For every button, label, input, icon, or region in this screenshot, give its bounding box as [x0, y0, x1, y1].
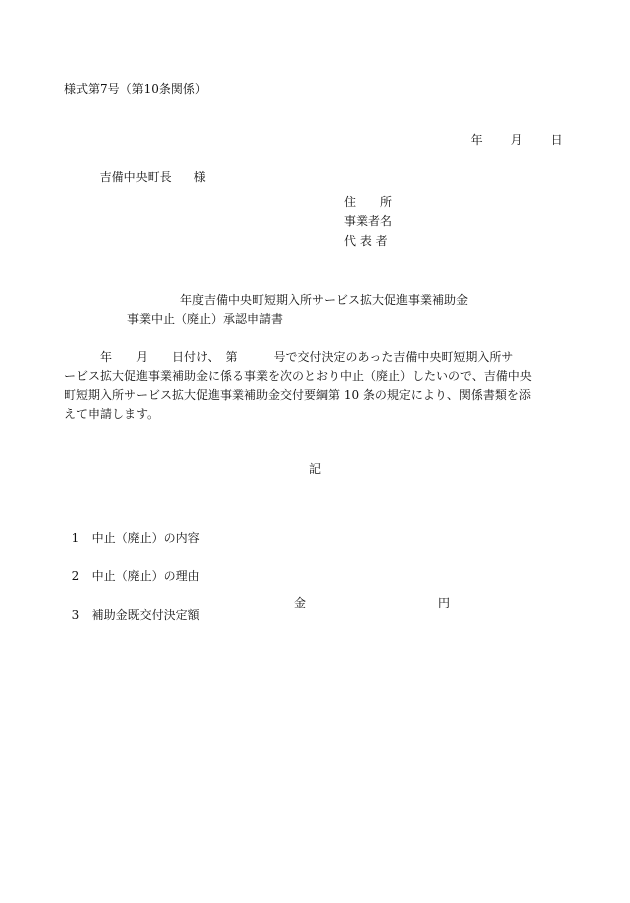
date-day-label: 日 [550, 133, 563, 147]
item-label: 中止（廃止）の内容 [91, 531, 200, 545]
item-number: 1 [71, 531, 80, 545]
addressee-honorific: 様 [193, 170, 206, 184]
body-line: 年 月 日付け、 第 号で交付決定のあった吉備中央町短期入所サ [64, 350, 514, 364]
date-month-label: 月 [510, 133, 523, 147]
item-number: 3 [71, 608, 80, 622]
body-line: ービス拡大促進事業補助金に係る事業を次のとおり中止（廃止）したいので、吉備中央 [64, 369, 532, 383]
amount-kin-label: 金 [294, 596, 307, 610]
list-item [64, 597, 200, 621]
addressee-name: 吉備中央町長 [99, 170, 172, 184]
date-line [463, 122, 563, 146]
body-paragraph [64, 348, 579, 424]
applicant-business-name-label: 事業者名 [344, 214, 393, 228]
document-title-line2: 事業中止（廃止）承認申請書 [127, 312, 284, 326]
list-item [64, 520, 200, 544]
applicant-address-label: 住 所 [344, 195, 393, 209]
item-number: 2 [71, 569, 80, 583]
amount-yen-label: 円 [438, 596, 451, 610]
item-label: 補助金既交付決定額 [91, 608, 200, 622]
item-label: 中止（廃止）の理由 [91, 569, 200, 583]
addressee [92, 159, 206, 183]
body-line: 町短期入所サービス拡大促進事業補助金交付要綱第 10 条の規定により、関係書類を添 [64, 388, 531, 402]
date-year-label: 年 [470, 133, 483, 147]
applicant-representative-label: 代 表 者 [344, 234, 388, 248]
document-title-line1: 年度吉備中央町短期入所サービス拡大促進事業補助金 [180, 293, 469, 307]
form-number: 様式第7号（第10条関係） [64, 82, 207, 96]
body-line: えて申請します。 [64, 407, 160, 421]
list-item [64, 558, 200, 582]
ki-heading: 記 [309, 462, 322, 476]
